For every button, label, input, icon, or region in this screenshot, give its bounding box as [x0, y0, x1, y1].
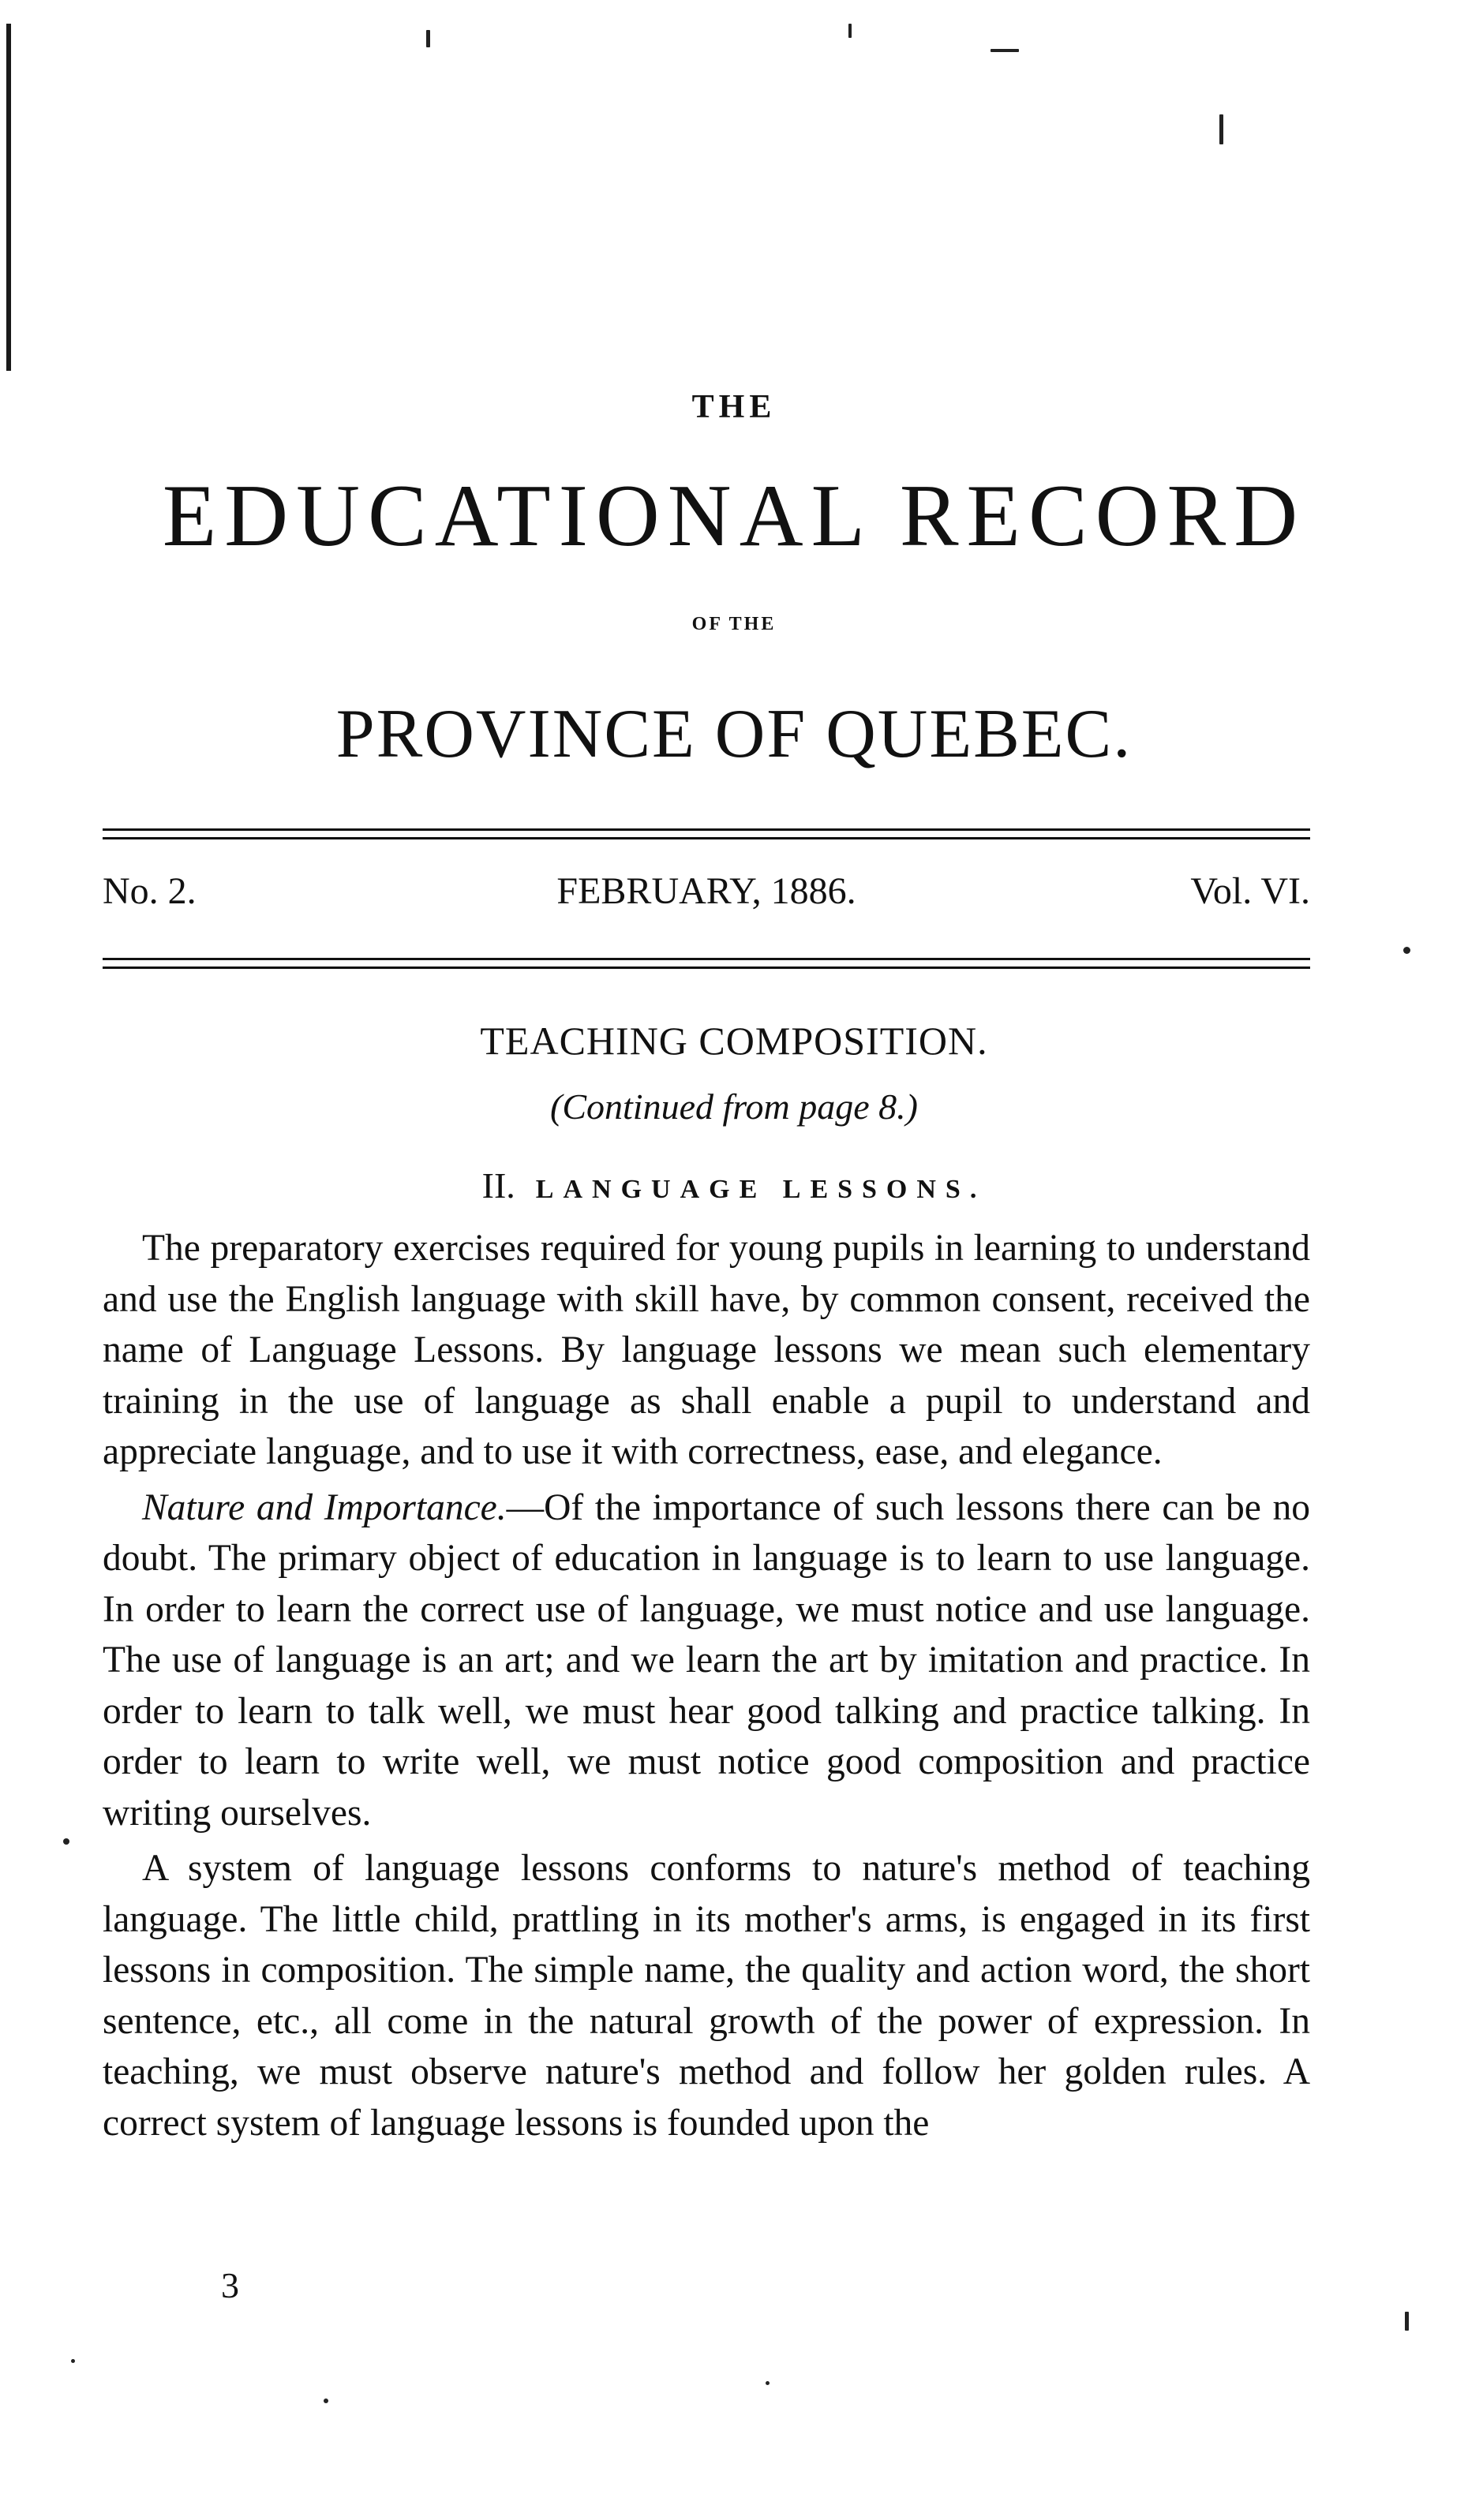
issue-date: FEBRUARY, 1886.	[556, 870, 856, 912]
issue-volume: Vol. VI.	[1190, 870, 1310, 912]
masthead-of-the: OF THE	[691, 614, 777, 634]
scan-speck	[766, 2381, 770, 2385]
scan-speck	[71, 2359, 75, 2363]
article-title: TEACHING COMPOSITION.	[480, 1019, 988, 1063]
paragraph: The preparatory exercises required for young pupils in learning to understand and use the English language with skill have, by common consent, received the name of Language Lessons. By language lessons we mean such elementary training in the use of language as shall enable a pupil to understand and appreciate language, and to use it with correctness, ease, and elegance.	[103, 1228, 1310, 1472]
scan-speck	[848, 24, 852, 38]
issue-number: No. 2.	[103, 870, 197, 912]
section-numeral: II.	[481, 1165, 515, 1206]
scan-speck	[1403, 947, 1410, 954]
double-rule-bottom	[103, 958, 1310, 969]
issue-line	[103, 869, 1310, 933]
scan-speck	[1405, 2312, 1409, 2331]
page-number: 3	[221, 2265, 239, 2305]
masthead-the: THE	[691, 389, 777, 425]
scan-speck	[324, 2398, 328, 2403]
scan-speck	[426, 30, 430, 47]
scan-speck	[1219, 114, 1223, 144]
paragraph-text: —Of the importance of such lessons there can be no doubt. The primary object of education in language is to learn to use language. In order to learn the correct use of language, we must notice and use language. The use of language is an art; and we learn the art by imitation and practice. In order to learn to talk well, we must hear good talking and practice talking. In order to learn to write well, we must notice good composition and practice writing ourselves.	[103, 1486, 1311, 1834]
publication-title: EDUCATIONAL RECORD	[162, 467, 1306, 565]
section-heading	[0, 1165, 1468, 1206]
scan-speck	[63, 1838, 69, 1845]
paragraph: A system of language lessons conforms to nature's method of teaching language. The little child, prattling in its mother's arms, is engaged in its first lessons in composition. The simple name, the quality and action word, the short sentence, etc., all come in the natural growth of the power of expression. In teaching, we must observe nature's method and follow her golden rules. A correct system of language lessons is founded upon the	[103, 1848, 1310, 2144]
paragraph-lead-in: Nature and Importance.	[142, 1486, 507, 1528]
publication-subtitle: PROVINCE OF QUEBEC.	[335, 696, 1133, 772]
section-title: LANGUAGE LESSONS.	[535, 1175, 987, 1204]
article-body	[103, 1223, 1310, 2148]
paragraph	[103, 1482, 1310, 1839]
double-rule-top	[103, 828, 1310, 839]
article-continuation-note: (Continued from page 8.)	[550, 1086, 918, 1127]
scan-speck	[991, 49, 1019, 52]
binding-edge-line	[6, 24, 11, 371]
